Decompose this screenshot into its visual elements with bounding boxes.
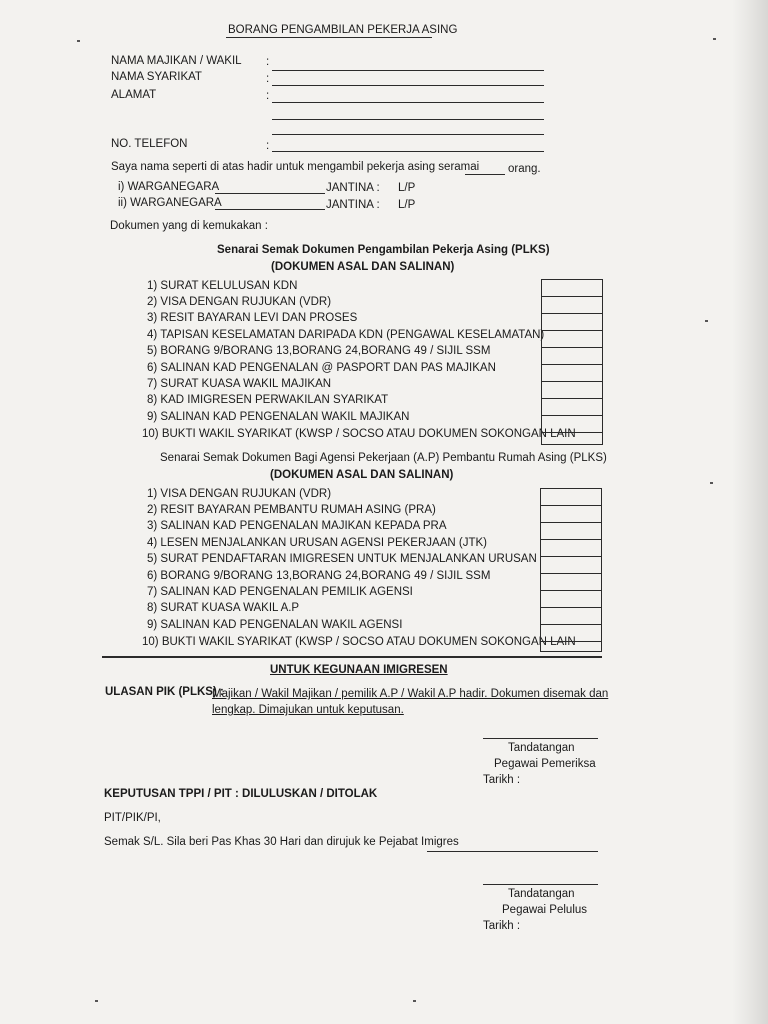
scan-speck	[713, 38, 716, 40]
section2-checkbox-column	[540, 488, 602, 652]
section1-item: 5) BORANG 9/BORANG 13,BORANG 24,BORANG 49 / SIJIL SSM	[147, 345, 491, 357]
checkbox[interactable]	[542, 280, 602, 297]
section2-subheading: (DOKUMEN ASAL DAN SALINAN)	[270, 469, 454, 481]
field-label-majikan: NAMA MAJIKAN / WAKIL	[111, 55, 242, 67]
ulasan-text-line1: Majikan / Wakil Majikan / pemilik A.P / Wakil A.P hadir. Dokumen disemak dan	[212, 688, 609, 700]
checkbox[interactable]	[541, 489, 601, 506]
scan-speck	[95, 1000, 98, 1002]
scan-speck	[413, 1000, 416, 1002]
field-label-telefon: NO. TELEFON	[111, 138, 188, 150]
lp-option-1[interactable]: L/P	[398, 182, 416, 194]
warganegara-input-line-2[interactable]	[215, 209, 325, 210]
section2-item: 6) BORANG 9/BORANG 13,BORANG 24,BORANG 49 / SIJIL SSM	[147, 570, 491, 582]
section2-heading: Senarai Semak Dokumen Bagi Agensi Pekerjaan (A.P) Pembantu Rumah Asing (PLKS)	[160, 452, 607, 464]
section2-item: 5) SURAT PENDAFTARAN IMIGRESEN UNTUK MENJALANKAN URUSAN	[147, 553, 537, 565]
checkbox[interactable]	[542, 382, 602, 399]
colon: :	[266, 56, 270, 68]
section1-item: 9) SALINAN KAD PENGENALAN WAKIL MAJIKAN	[147, 411, 410, 423]
section1-item: 1) SURAT KELULUSAN KDN	[147, 280, 298, 292]
signature-date-label: Tarikh :	[483, 774, 521, 786]
signature-role: Pegawai Pemeriksa	[494, 758, 596, 770]
ulasan-label: ULASAN PIK (PLKS) :	[105, 686, 224, 698]
checkbox[interactable]	[541, 591, 601, 608]
section2-item: 10) BUKTI WAKIL SYARIKAT (KWSP / SOCSO ATAU DOKUMEN SOKONGAN LAIN	[142, 636, 576, 648]
title-underline	[226, 37, 432, 38]
signature-role: Pegawai Pelulus	[502, 904, 588, 916]
signature-line-pelulus[interactable]	[483, 884, 598, 885]
section2-item: 1) VISA DENGAN RUJUKAN (VDR)	[147, 488, 332, 500]
colon: :	[266, 140, 270, 152]
warganegara-label-1: i) WARGANEGARA	[118, 181, 220, 193]
ulasan-text-line2: lengkap. Dimajukan untuk keputusan.	[212, 704, 404, 716]
section2-item: 8) SURAT KUASA WAKIL A.P	[147, 602, 300, 614]
page-edge-shadow	[732, 0, 768, 1024]
section1-item: 7) SURAT KUASA WAKIL MAJIKAN	[147, 378, 332, 390]
scan-speck	[77, 40, 80, 42]
office-divider	[102, 656, 602, 658]
statement-text: Saya nama seperti di atas hadir untuk mengambil pekerja asing seramai	[111, 161, 480, 173]
checkbox[interactable]	[542, 365, 602, 382]
alamat-input-line-2[interactable]	[272, 119, 544, 120]
section1-item: 2) VISA DENGAN RUJUKAN (VDR)	[147, 296, 332, 308]
checkbox[interactable]	[542, 433, 602, 444]
scan-speck	[705, 320, 708, 322]
office-heading: UNTUK KEGUNAAN IMIGRESEN	[270, 664, 448, 676]
section2-item: 2) RESIT BAYARAN PEMBANTU RUMAH ASING (PRA)	[147, 504, 436, 516]
scan-speck	[710, 482, 713, 484]
signature-label: Tandatangan	[508, 742, 575, 754]
checkbox[interactable]	[541, 523, 601, 540]
jantina-label-2: JANTINA :	[326, 199, 380, 211]
jantina-label-1: JANTINA :	[326, 182, 380, 194]
section1-heading: Senarai Semak Dokumen Pengambilan Pekerja Asing (PLKS)	[217, 244, 550, 256]
colon: :	[266, 73, 270, 85]
form-title: BORANG PENGAMBILAN PEKERJA ASING	[228, 24, 458, 36]
section1-item: 6) SALINAN KAD PENGENALAN @ PASPORT DAN PAS MAJIKAN	[147, 362, 496, 374]
checkbox[interactable]	[541, 557, 601, 574]
checkbox[interactable]	[542, 348, 602, 365]
dokumen-label: Dokumen yang di kemukakan :	[110, 220, 268, 232]
semak-input-line[interactable]	[427, 851, 598, 852]
telefon-input-line[interactable]	[272, 151, 544, 152]
checkbox[interactable]	[542, 416, 602, 433]
section1-item: 10) BUKTI WAKIL SYARIKAT (KWSP / SOCSO ATAU DOKUMEN SOKONGAN LAIN	[142, 428, 576, 440]
warganegara-input-line-1[interactable]	[215, 193, 325, 194]
pit-label: PIT/PIK/PI,	[104, 812, 161, 824]
signature-line-pemeriksa[interactable]	[483, 738, 598, 739]
section2-item: 4) LESEN MENJALANKAN URUSAN AGENSI PEKERJAAN (JTK)	[147, 537, 487, 549]
section2-item: 3) SALINAN KAD PENGENALAN MAJIKAN KEPADA PRA	[147, 520, 447, 532]
checkbox[interactable]	[542, 399, 602, 416]
checkbox[interactable]	[541, 506, 601, 523]
syarikat-input-line[interactable]	[272, 85, 544, 86]
checkbox[interactable]	[541, 574, 601, 591]
statement-suffix: orang.	[508, 163, 541, 175]
checkbox[interactable]	[542, 314, 602, 331]
alamat-input-line-3[interactable]	[272, 134, 544, 135]
semak-text: Semak S/L. Sila beri Pas Khas 30 Hari dan dirujuk ke Pejabat Imigres	[104, 836, 459, 848]
checkbox[interactable]	[541, 608, 601, 625]
lp-option-2[interactable]: L/P	[398, 199, 416, 211]
field-label-syarikat: NAMA SYARIKAT	[111, 71, 202, 83]
checkbox[interactable]	[542, 297, 602, 314]
signature-date-label: Tarikh :	[483, 920, 521, 932]
section1-item: 8) KAD IMIGRESEN PERWAKILAN SYARIKAT	[147, 394, 389, 406]
section2-item: 7) SALINAN KAD PENGENALAN PEMILIK AGENSI	[147, 586, 413, 598]
signature-label: Tandatangan	[508, 888, 575, 900]
section1-subheading: (DOKUMEN ASAL DAN SALINAN)	[271, 261, 455, 273]
majikan-input-line[interactable]	[272, 70, 544, 71]
alamat-input-line-1[interactable]	[272, 102, 544, 103]
keputusan-label: KEPUTUSAN TPPI / PIT : DILULUSKAN / DITOLAK	[104, 788, 378, 800]
warganegara-label-2: ii) WARGANEGARA	[118, 197, 222, 209]
checkbox[interactable]	[541, 625, 601, 642]
section2-item: 9) SALINAN KAD PENGENALAN WAKIL AGENSI	[147, 619, 403, 631]
section1-item: 4) TAPISAN KESELAMATAN DARIPADA KDN (PENGAWAL KESELAMATAN)	[147, 329, 545, 341]
section1-checkbox-column	[541, 279, 603, 445]
section1-item: 3) RESIT BAYARAN LEVI DAN PROSES	[147, 312, 358, 324]
count-input-line[interactable]	[465, 174, 505, 175]
field-label-alamat: ALAMAT	[111, 89, 157, 101]
colon: :	[266, 90, 270, 102]
checkbox[interactable]	[541, 540, 601, 557]
checkbox[interactable]	[542, 331, 602, 348]
checkbox[interactable]	[541, 642, 601, 651]
